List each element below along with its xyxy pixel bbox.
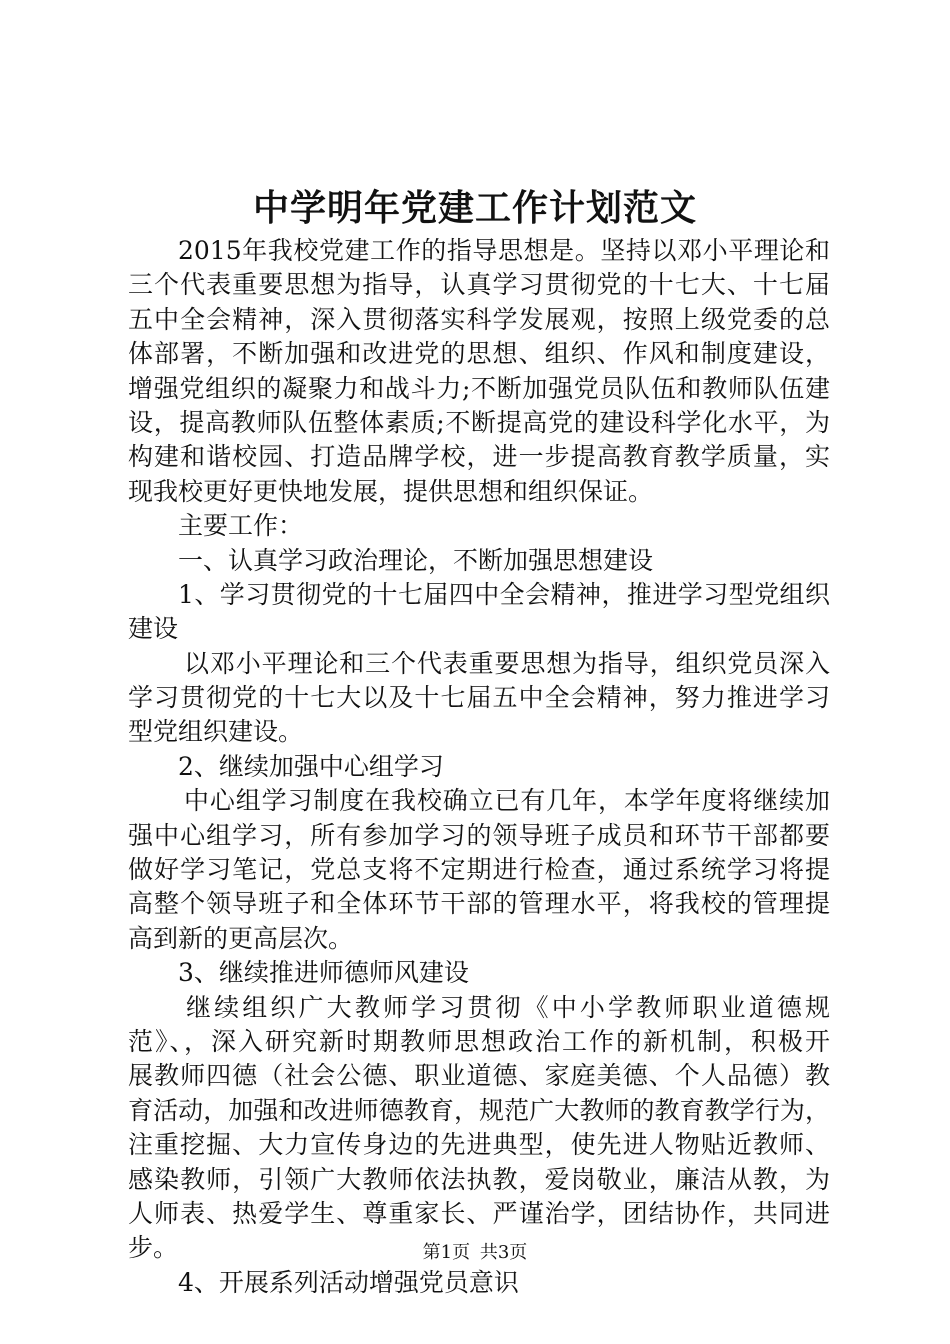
document-title: 中学明年党建工作计划范文 [252, 187, 697, 229]
text-line: 高整个领导班子和全体环节干部的管理水平，将我校的管理提 [128, 889, 830, 919]
text-line: 中心组学习制度在我校确立已有几年，本学年度将继续加 [184, 786, 830, 816]
text-line: 2、继续加强中心组学习 [178, 751, 444, 781]
text-line: 展教师四德（社会公德、职业道德、家庭美德、个人品德）教 [128, 1061, 830, 1091]
text-line: 人师表、热爱学生、尊重家长、严谨治学，团结协作，共同进 [128, 1198, 830, 1228]
text-line: 注重挖掘、大力宣传身边的先进典型，使先进人物贴近教师、 [128, 1130, 830, 1160]
text-line: 4、开展系列活动增强党员意识 [178, 1267, 519, 1297]
page-total: 共3页 [479, 1242, 528, 1263]
text-line: 范》、，深入研究新时期教师思想政治工作的新机制，积极开 [128, 1026, 830, 1056]
text-line: 构建和谐校园、打造品牌学校，进一步提高教育教学质量，实 [128, 442, 830, 472]
text-line: 一、认真学习政治理论，不断加强思想建设 [178, 545, 654, 575]
text-line: 步。 [128, 1233, 179, 1263]
text-line: 以邓小平理论和三个代表重要思想为指导，组织党员深入 [184, 648, 830, 678]
page-footer [0, 1241, 950, 1265]
text-line: 强中心组学习，所有参加学习的领导班子成员和环节干部都要 [128, 820, 830, 850]
text-line: 建设 [128, 614, 179, 644]
text-line: 型党组织建设。 [128, 717, 304, 747]
text-line: 2015年我校党建工作的指导思想是。坚持以邓小平理论和 [178, 236, 830, 265]
text-line: 现我校更好更快地发展，提供思想和组织保证。 [128, 476, 654, 506]
text-line: 做好学习笔记，党总支将不定期进行检查，通过系统学习将提 [128, 855, 830, 885]
text-line: 设，提高教师队伍整体素质;不断提高党的建设科学化水平，为 [128, 407, 830, 437]
document-body [128, 234, 830, 1300]
text-line: 体部署，不断加强和改进党的思想、组织、作风和制度建设， [128, 339, 830, 369]
text-line: 五中全会精神，深入贯彻落实科学发展观，按照上级党委的总 [128, 304, 830, 334]
page-number: 第1页 [422, 1242, 471, 1263]
text-line: 感染教师，引领广大教师依法执教，爱岗敬业，廉洁从教，为 [128, 1164, 830, 1194]
text-line: 主要工作： [178, 511, 304, 541]
text-line: 学习贯彻党的十七大以及十七届五中全会精神，努力推进学习 [128, 683, 830, 713]
text-line: 1、学习贯彻党的十七届四中全会精神，推进学习型党组织 [178, 579, 830, 609]
text-line: 增强党组织的凝聚力和战斗力;不断加强党员队伍和教师队伍建 [128, 373, 830, 403]
text-line: 三个代表重要思想为指导，认真学习贯彻党的十七大、十七届 [128, 270, 830, 300]
text-line: 3、继续推进师德师风建设 [178, 958, 469, 988]
text-line: 高到新的更高层次。 [128, 923, 354, 953]
text-line: 继续组织广大教师学习贯彻《中小学教师职业道德规 [186, 992, 830, 1022]
text-line: 育活动，加强和改进师德教育，规范广大教师的教育教学行为， [128, 1095, 830, 1125]
